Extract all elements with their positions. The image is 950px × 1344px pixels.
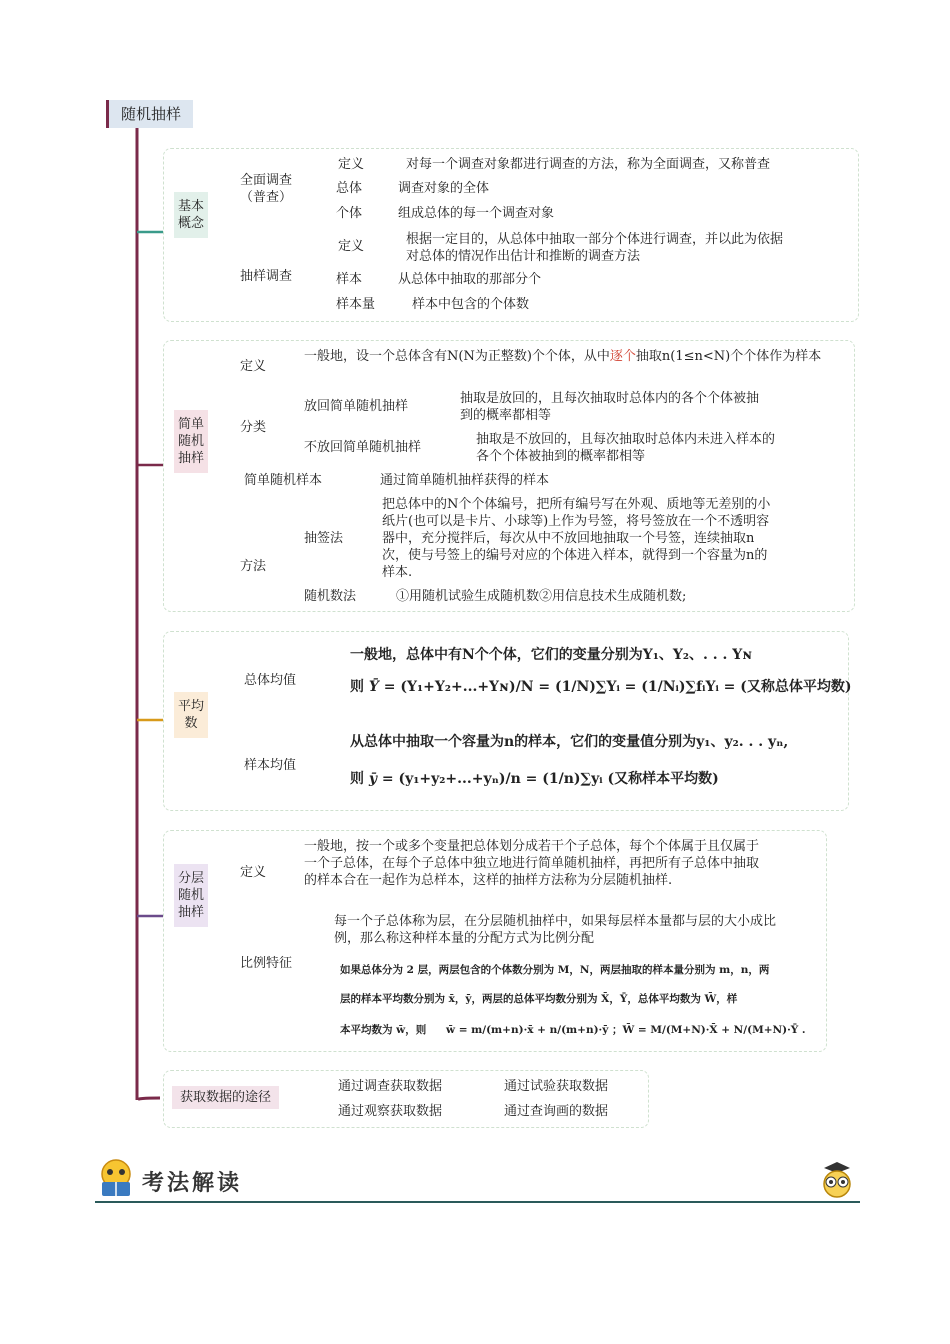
- data-item-query: 通过查询画的数据: [504, 1104, 609, 1119]
- census-individual-value: 组成总体的每一个调查对象: [398, 206, 555, 221]
- srs-def-value: 一般地，设一个总体含有N(N为正整数)个个体，从中逐个抽取n(1≤n<N)个个体作为样本: [304, 349, 822, 364]
- srs-sample-value: 通过简单随机抽样获得的样本: [380, 473, 550, 488]
- srs-label: 简单随机抽样: [174, 410, 208, 473]
- random-number-key: 随机数法: [304, 589, 357, 604]
- reading-student-icon: [96, 1158, 136, 1198]
- srs-def-key: 定义: [240, 359, 267, 374]
- data-item-observe: 通过观察获取数据: [338, 1104, 443, 1119]
- random-number-value: ①用随机试验生成随机数②用信息技术生成随机数;: [396, 589, 687, 604]
- mean-label: 平均数: [174, 692, 208, 738]
- without-replacement-value: 抽取是不放回的，且每次抽取时总体内未进入样本的各个个体被抽到的概率都相等: [476, 432, 776, 464]
- basic-concept-label: 基本概念: [174, 192, 208, 238]
- survey-size-value: 样本中包含的个体数: [412, 297, 530, 312]
- sample-mean-formula: 则 ȳ = (y₁+y₂+...+yₙ)/n = (1/n)∑yᵢ (又称样本平均数): [350, 771, 719, 787]
- footer-title: 考法解读: [142, 1171, 243, 1196]
- ratio-formula-line3a: 本平均数为 w̄，则: [340, 1024, 427, 1036]
- survey-def-value: 根据一定目的，从总体中抽取一部分个体进行调查，并以此为依据对总体的情况作出估计和推断的调查方法: [406, 232, 784, 264]
- data-item-survey: 通过调查获取数据: [338, 1079, 443, 1094]
- census-def-value: 对每一个调查对象都进行调查的方法，称为全面调查，又称普查: [406, 157, 771, 172]
- data-label: 获取数据的途径: [172, 1086, 279, 1109]
- pop-mean-key: 总体均值: [244, 673, 297, 688]
- pop-mean-line1: 一般地，总体中有N个个体，它们的变量分别为Y₁、Y₂、. . . Yɴ: [350, 647, 753, 663]
- srs-method-key: 方法: [240, 559, 267, 574]
- survey-sample-key: 样本: [336, 272, 363, 287]
- ratio-value: 每一个子总体称为层，在分层随机抽样中，如果每层样本量都与层的大小成比例，那么称这种样本量的分配方式为比例分配: [334, 914, 777, 946]
- ratio-formula-line2: 层的样本平均数分别为 x̄，ȳ，两层的总体平均数分别为 X̄，Ȳ，总体平均数为 W̄，样: [340, 993, 738, 1005]
- with-replacement-label: 放回简单随机抽样: [304, 399, 409, 414]
- strat-def-key: 定义: [240, 865, 267, 880]
- without-replacement-label: 不放回简单随机抽样: [304, 440, 422, 455]
- lottery-value: 把总体中的N个个体编号，把所有编号写在外观、质地等无差别的小纸片(也可以是卡片、小球等)上作为号签，将号签放在一个不透明容器中，充分搅拌后，每次从中不放回地抽取一个号签，连续抽取n次，使与号签上的编号对应的个体进入样本，就得到一个容量为n的样本.: [382, 497, 771, 580]
- ratio-formula-line3b: w̄ = m/(m+n)·x̄ + n/(m+n)·ȳ ；W̄ = M/(M+N)·X̄ + N/(M+N)·Ȳ .: [446, 1024, 806, 1036]
- srs-class-key: 分类: [240, 420, 267, 435]
- census-label: 全面调查（普查）: [240, 173, 293, 205]
- sample-mean-key: 样本均值: [244, 758, 297, 773]
- srs-sample-key: 简单随机样本: [244, 473, 323, 488]
- census-def-key: 定义: [338, 157, 365, 172]
- sample-survey-label: 抽样调查: [240, 269, 293, 284]
- strat-def-value: 一般地，按一个或多个变量把总体划分成若干个子总体，每个个体属于且仅属于一个子总体，在每个子总体中独立地进行简单随机抽样，再把所有子总体中抽取的样本合在一起作为总样本，这样的抽样方法称为分层随机抽样.: [304, 839, 760, 888]
- survey-def-key: 定义: [338, 239, 365, 254]
- survey-size-key: 样本量: [336, 297, 376, 312]
- ratio-key: 比例特征: [240, 956, 293, 971]
- data-item-experiment: 通过试验获取数据: [504, 1079, 609, 1094]
- strat-label: 分层随机抽样: [174, 864, 208, 927]
- root-title: 随机抽样: [106, 100, 193, 128]
- survey-sample-value: 从总体中抽取的那部分个: [398, 272, 542, 287]
- census-individual-key: 个体: [336, 206, 363, 221]
- census-population-key: 总体: [336, 181, 363, 196]
- sample-mean-line1: 从总体中抽取一个容量为n的样本，它们的变量值分别为y₁、y₂. . . yₙ,: [350, 734, 789, 750]
- pop-mean-formula: 则 Ȳ = (Y₁+Y₂+...+Yɴ)/N = (1/N)∑Yᵢ = (1/Nᵢ)∑fᵢYᵢ = (又称总体平均数): [350, 679, 852, 695]
- owl-graduate-icon: [818, 1160, 856, 1198]
- with-replacement-value: 抽取是放回的，且每次抽取时总体内的各个个体被抽到的概率都相等: [460, 391, 760, 423]
- ratio-formula-line1: 如果总体分为 2 层，两层包含的个体数分别为 M，N，两层抽取的样本量分别为 m，n，两: [340, 964, 770, 976]
- lottery-key: 抽签法: [304, 531, 344, 546]
- census-population-value: 调查对象的全体: [398, 181, 490, 196]
